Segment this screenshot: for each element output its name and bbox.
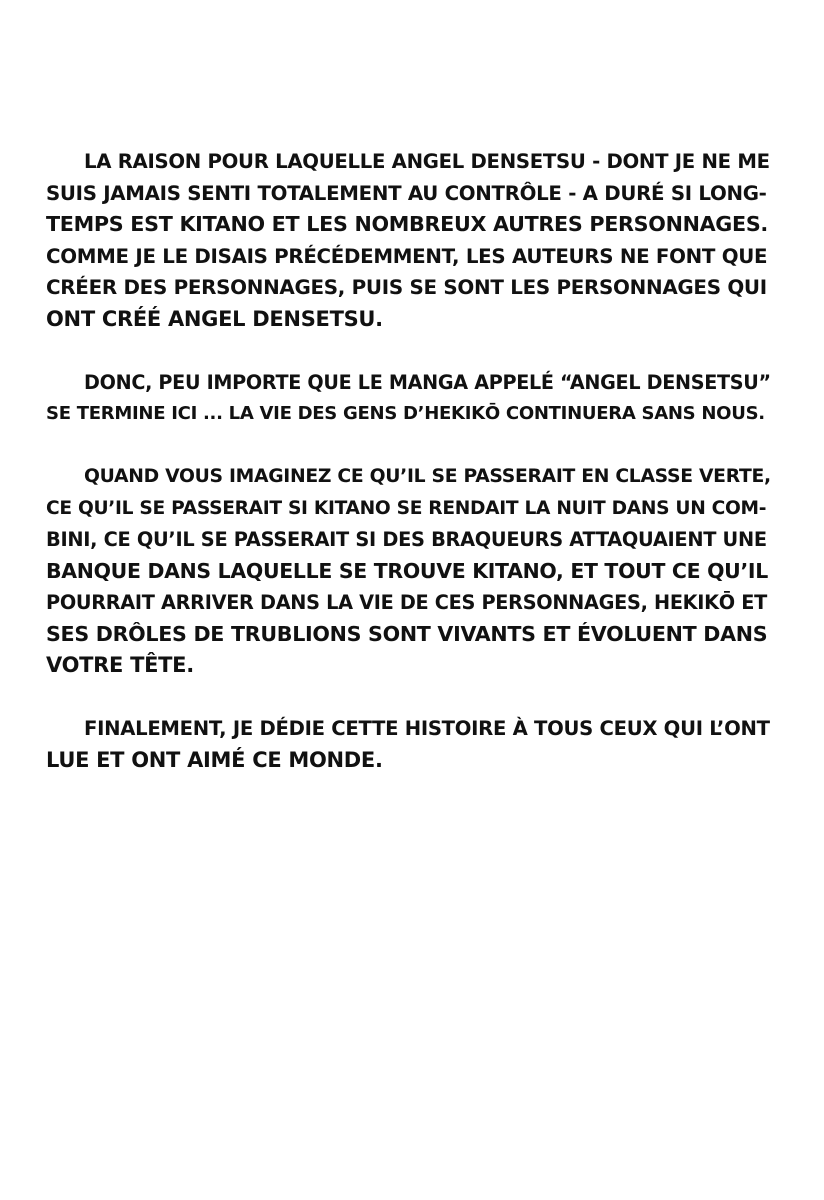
text-line: DONC, PEU IMPORTE QUE LE MANGA APPELÉ “ANGEL DENSETSU”	[84, 370, 771, 394]
text-line: LUE ET ONT AIMÉ CE MONDE.	[46, 747, 383, 772]
text-line: SUIS JAMAIS SENTI TOTALEMENT AU CONTRÔLE - A DURÉ SI LONG-	[46, 181, 767, 205]
afterword-text	[46, 146, 776, 808]
text-line: COMME JE LE DISAIS PRÉCÉDEMMENT, LES AUTEURS NE FONT QUE	[46, 244, 768, 268]
text-line: VOTRE TÊTE.	[46, 653, 194, 677]
text-line: CE QU’IL SE PASSERAIT SI KITANO SE RENDAIT LA NUIT DANS UN COM-	[46, 497, 767, 519]
text-line: FINALEMENT, JE DÉDIE CETTE HISTOIRE À TOUS CEUX QUI L’ONT	[84, 717, 770, 740]
text-line: CRÉER DES PERSONNAGES, PUIS SE SONT LES PERSONNAGES QUI	[46, 276, 767, 299]
text-line: QUAND VOUS IMAGINEZ CE QU’IL SE PASSERAIT EN CLASSE VERTE,	[84, 466, 771, 487]
text-line: TEMPS EST KITANO ET LES NOMBREUX AUTRES PERSONNAGES.	[46, 212, 768, 236]
text-line: SES DRÔLES DE TRUBLIONS SONT VIVANTS ET ÉVOLUENT DANS	[46, 621, 768, 646]
paragraph-3	[46, 461, 776, 682]
text-line: BINI, CE QU’IL SE PASSERAIT SI DES BRAQUEURS ATTAQUAIENT UNE	[46, 528, 767, 551]
text-line: POURRAIT ARRIVER DANS LA VIE DE CES PERSONNAGES, HEKIKŌ ET	[46, 591, 767, 614]
text-line: ONT CRÉÉ ANGEL DENSETSU.	[46, 306, 383, 331]
text-line: LA RAISON POUR LAQUELLE ANGEL DENSETSU - DONT JE NE ME	[84, 150, 770, 173]
paragraph-2	[46, 367, 776, 430]
paragraph-1	[46, 146, 776, 335]
text-line: BANQUE DANS LAQUELLE SE TROUVE KITANO, ET TOUT CE QU’IL	[46, 558, 768, 583]
text-line: SE TERMINE ICI ... LA VIE DES GENS D’HEKIKŌ CONTINUERA SANS NOUS.	[46, 403, 765, 424]
paragraph-4	[46, 713, 776, 776]
